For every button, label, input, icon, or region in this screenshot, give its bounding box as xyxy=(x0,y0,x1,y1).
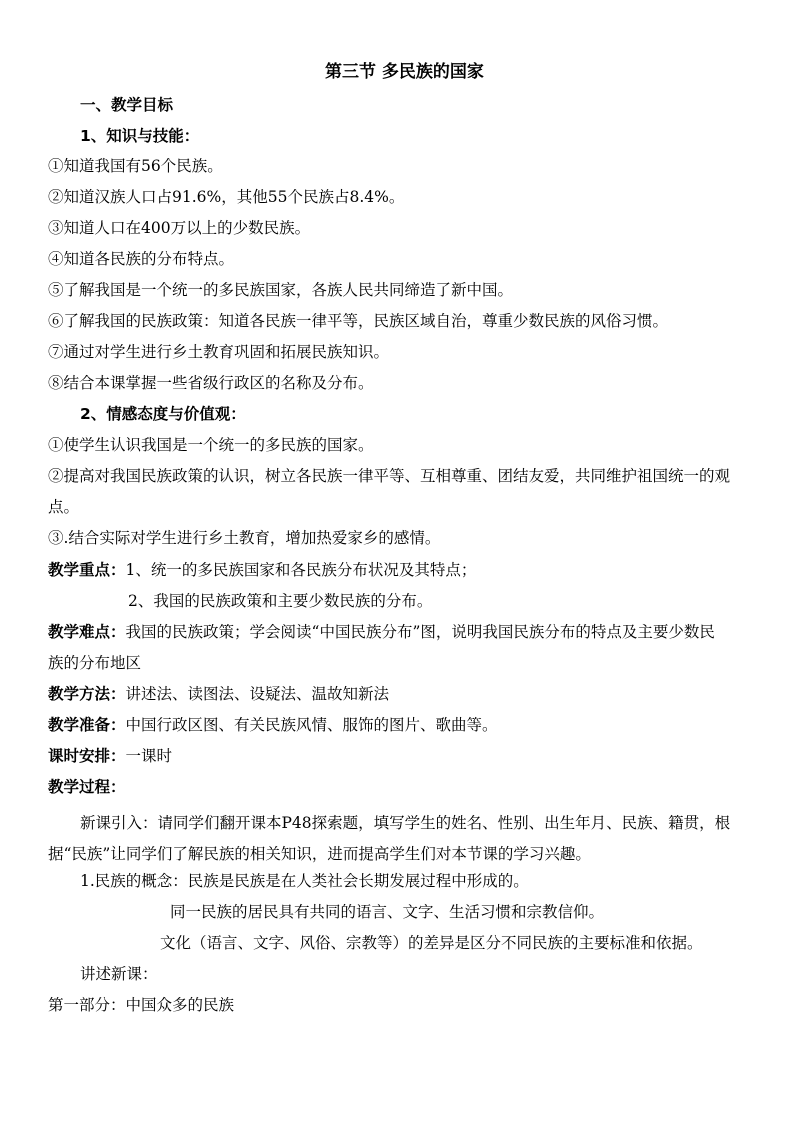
knowledge-item-8: ⑧结合本课掌握一些省级行政区的名称及分布。 xyxy=(48,374,374,392)
methods-value: 讲述法、读图法、设疑法、温故知新法 xyxy=(125,685,390,703)
knowledge-item-6: ⑥了解我国的民族政策：知道各民族一律平等，民族区域自治，尊重少数民族的风俗习惯。 xyxy=(48,312,669,330)
knowledge-item-5: ⑤了解我国是一个统一的多民族国家，各族人民共同缔造了新中国。 xyxy=(48,281,514,299)
knowledge-item-7: ⑦通过对学生进行乡土教育巩固和拓展民族知识。 xyxy=(48,343,390,361)
schedule-line xyxy=(48,746,172,766)
attitude-heading: 2、情感态度与价值观： xyxy=(80,405,246,423)
attitude-item-3: ③.结合实际对学生进行乡土教育，增加热爱家乡的感情。 xyxy=(48,529,441,547)
knowledge-item-3: ③知道人口在400万以上的少数民族。 xyxy=(48,219,311,237)
lecture-heading: 讲述新课： xyxy=(80,965,158,983)
attitude-item-1: ①使学生认识我国是一个统一的多民族的国家。 xyxy=(48,436,374,454)
preparation-value: 中国行政区图、有关民族风情、服饰的图片、歌曲等。 xyxy=(125,716,498,734)
concept-line3: 文化（语言、文字、风俗、宗教等）的差异是区分不同民族的主要标准和依据。 xyxy=(160,934,703,952)
process-heading: 教学过程： xyxy=(48,778,126,796)
concept-line1: 1.民族的概念：民族是民族是在人类社会长期发展过程中形成的。 xyxy=(80,872,529,890)
knowledge-item-4: ④知道各民族的分布特点。 xyxy=(48,250,235,268)
part-one-heading: 第一部分：中国众多的民族 xyxy=(48,996,235,1014)
difficulties-text: 我国的民族政策；学会阅读“中国民族分布”图，说明我国民族分布的特点及主要少数民 xyxy=(125,623,715,641)
difficulties-line1 xyxy=(48,622,715,642)
key-points-item-1: 1、统一的多民族国家和各民族分布状况及其特点； xyxy=(125,561,477,579)
objectives-heading: 一、教学目标 xyxy=(80,96,174,114)
preparation-line xyxy=(48,715,498,735)
schedule-value: 一课时 xyxy=(125,747,173,765)
intro-line2: 据“民族”让同学们了解民族的相关知识，进而提高学生们对本节课的学习兴趣。 xyxy=(48,845,591,863)
difficulties-label: 教学难点： xyxy=(48,623,126,641)
schedule-label: 课时安排： xyxy=(48,747,126,765)
methods-line xyxy=(48,684,389,704)
intro-line1: 新课引入：请同学们翻开课本P48探索题，填写学生的姓名、性别、出生年月、民族、籍贯，根 xyxy=(80,814,731,832)
key-points-item-2: 2、我国的民族政策和主要少数民族的分布。 xyxy=(128,592,433,610)
concept-line2: 同一民族的居民具有共同的语言、文字、生活习惯和宗教信仰。 xyxy=(170,903,605,921)
methods-label: 教学方法： xyxy=(48,685,126,703)
attitude-item-2-line2: 点。 xyxy=(48,498,80,516)
key-points-label: 教学重点： xyxy=(48,561,126,579)
knowledge-item-2: ②知道汉族人口占91.6%，其他55个民族占8.4%。 xyxy=(48,188,405,206)
knowledge-heading: 1、知识与技能： xyxy=(80,127,200,145)
preparation-label: 教学准备： xyxy=(48,716,126,734)
key-points-line1 xyxy=(48,560,476,580)
page-title: 第三节 多民族的国家 xyxy=(325,62,484,82)
difficulties-line2: 族的分布地区 xyxy=(48,654,142,672)
attitude-item-2-line1: ②提高对我国民族政策的认识，树立各民族一律平等、互相尊重、团结友爱，共同维护祖国统一的观 xyxy=(48,467,731,485)
knowledge-item-1: ①知道我国有56个民族。 xyxy=(48,157,223,175)
